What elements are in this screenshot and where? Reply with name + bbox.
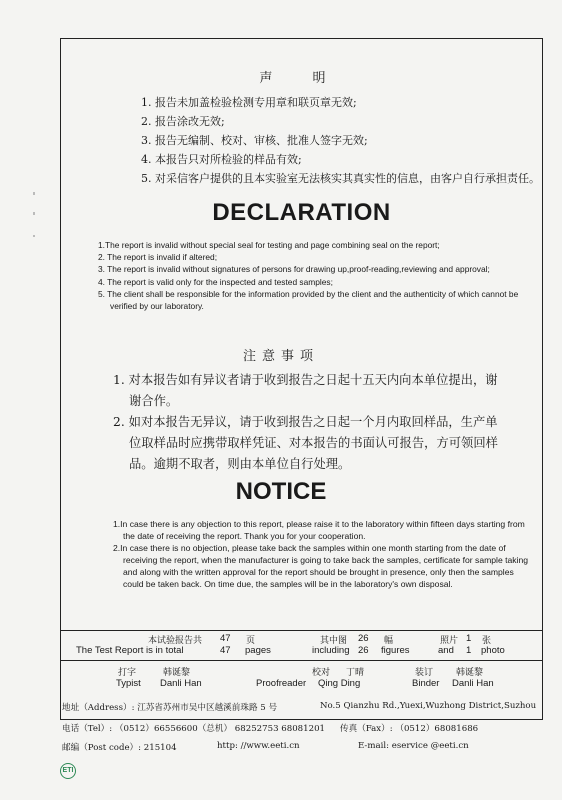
figures-label-en: including (312, 645, 350, 656)
list-item: 5. The client shall be responsible for the information provided by the client and the authenticity of which cannot be verified by our laboratory. (98, 288, 519, 312)
list-item: 3. The report is invalid without signatures of persons for drawing up,proof-reading,reviewing and approval; (98, 264, 490, 275)
telephone: 电话（Tel）: （0512）66556600（总机） 68252753 68081201 (62, 724, 326, 734)
proof-label-en: Proofreader (256, 678, 307, 689)
photo-count: 1 (466, 633, 472, 644)
divider (60, 630, 543, 631)
typist-name-cn: 韩诞黎 (163, 668, 191, 678)
list-item: 5. 对采信客户提供的且本实验室无法核实其真实性的信息，由客户自行承担责任。 (141, 172, 540, 185)
pages-count: 47 (220, 633, 231, 644)
list-item: 4. 本报告只对所检验的样品有效; (141, 153, 302, 166)
declaration-en-list (98, 239, 541, 312)
photo-label-en: and (438, 645, 454, 656)
typist-name-en: Danli Han (160, 678, 202, 689)
list-item: 1. 报告未加盖检验检测专用章和联页章无效; (141, 96, 357, 109)
address-en: No.5 Qianzhu Rd.,Yuexi,Wuzhong District,Suzhou (320, 701, 537, 711)
total-label-cn: 本试验报告共 (148, 636, 203, 646)
list-item: 2. 如对本报告无异议，请于收到报告之日起一个月内取回样品，生产单位取样品时应携带取样凭证、对本报告的书面认可报告，方可领回样品。逾期不取者，则由本单位自行处理。 (113, 415, 498, 471)
typist-label-en: Typist (116, 678, 141, 689)
notice-title: NOTICE (235, 478, 327, 505)
fax: 传真（Fax）: （0512）68081686 (340, 724, 479, 734)
declaration-title: DECLARATION (212, 199, 391, 226)
website: http: //www.eeti.cn (217, 741, 300, 751)
photo-unit-cn: 张 (482, 636, 492, 646)
binder-label-en: Binder (412, 678, 440, 689)
figures-unit-en: figures (381, 645, 410, 656)
binder-name-en: Danli Han (452, 678, 494, 689)
declaration-cn-list (141, 93, 541, 188)
scan-mark (33, 212, 35, 215)
figures-count: 26 (358, 633, 369, 644)
postcode: 邮编（Post code）: 215104 (62, 743, 177, 753)
figures-count: 26 (358, 645, 369, 656)
divider (60, 660, 543, 661)
notice-cn-list (113, 370, 508, 475)
figures-label-cn: 其中图 (320, 636, 348, 646)
proof-name-en: Qing Ding (318, 678, 361, 689)
list-item: 2. The report is invalid if altered; (98, 252, 218, 263)
list-item: 1.In case there is any objection to this report, please raise it to the laboratory within fifteen days starting from the date of receiving the report. Thank you for your cooperation. (113, 519, 525, 542)
total-label-en: The Test Report is in total (76, 645, 184, 656)
declaration-cn-title: 声 明 (259, 71, 344, 86)
photo-label-cn: 照片 (440, 636, 459, 646)
pages-label-cn: 页 (246, 636, 256, 646)
list-item: 2. 报告涂改无效; (141, 115, 225, 128)
binder-label-cn: 装订 (415, 668, 434, 678)
list-item: 1. 对本报告如有异议者请于收到报告之日起十五天内向本单位提出，谢谢合作。 (113, 373, 498, 408)
pages-count: 47 (220, 645, 231, 656)
scan-mark (33, 235, 35, 237)
list-item: 1.The report is invalid without special seal for testing and page combining seal on the report; (98, 240, 440, 250)
binder-name-cn: 韩诞黎 (456, 668, 484, 678)
notice-cn-title: 注意事项 (242, 349, 319, 364)
proof-label-cn: 校对 (312, 668, 331, 678)
email: E-mail: eservice @eeti.cn (358, 741, 469, 751)
figures-unit-cn: 幅 (384, 636, 394, 646)
list-item: 4. The report is valid only for the inspected and tested samples; (98, 276, 333, 287)
eti-logo-icon: ETI (60, 763, 76, 779)
list-item: 2.In case there is no objection, please take back the samples within one month starting from the date of receiving the report, when the manufacturer is going to take back the samples, certificate for sample taking and along with the written approval for the report should be brought in presence, only then the samples could be taken back. On time due, the samples will be in the laboratory's own disposal. (113, 543, 529, 590)
proof-name-cn: 丁晴 (346, 668, 365, 678)
typist-label-cn: 打字 (118, 668, 137, 678)
notice-en-list (113, 518, 533, 591)
photo-unit-en: photo (481, 645, 505, 656)
pages-label-en: pages (245, 645, 271, 656)
scan-mark (33, 192, 35, 195)
list-item: 3. 报告无编制、校对、审核、批准人签字无效; (141, 134, 368, 147)
address-cn: 地址（Address）: 江苏省苏州市吴中区越溪前珠路 5 号 (62, 703, 278, 713)
photo-count: 1 (466, 645, 472, 656)
